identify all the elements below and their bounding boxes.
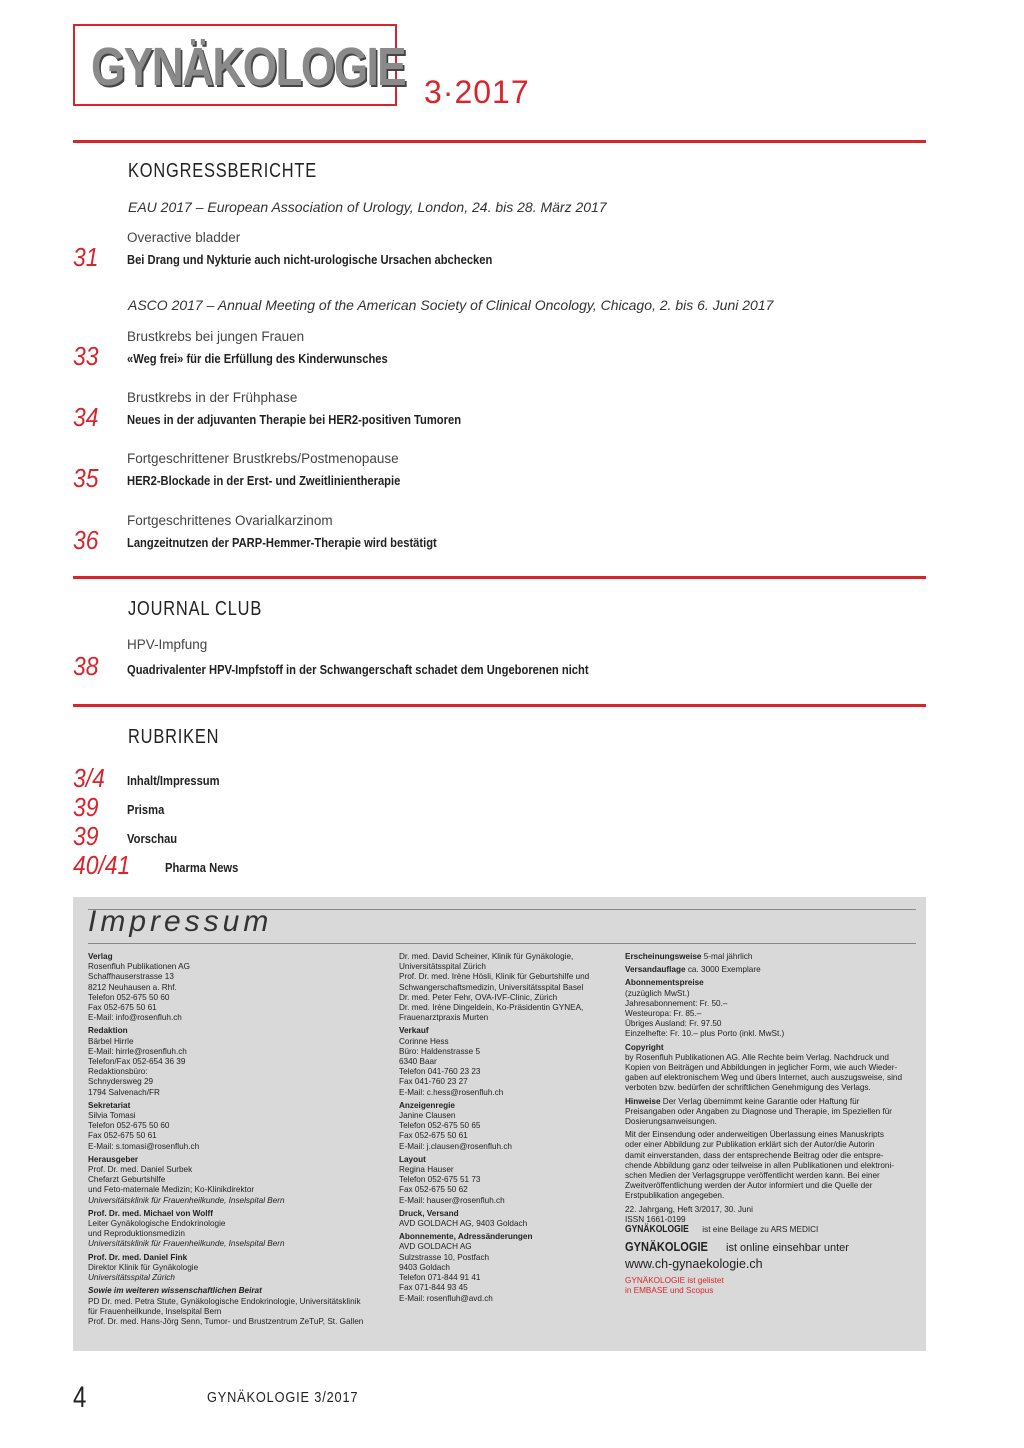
impressum-line: AVD GOLDACH AG xyxy=(399,1242,472,1252)
impressum-heading: Verkauf xyxy=(399,1026,429,1036)
abo-line: Übriges Ausland: Fr. 97.50 xyxy=(625,1019,722,1029)
jahrgang: 22. Jahrgang, Heft 3/2017, 30. Juni xyxy=(625,1204,753,1214)
impressum-block xyxy=(399,1026,614,1097)
impressum-line[interactable]: E-Mail: s.tomasi@rosenfluh.ch xyxy=(88,1141,200,1151)
copyright-line: gaben auf elektronischem Weg und übers Internet, auch auszugsweise, sind xyxy=(625,1073,903,1083)
impressum-line[interactable]: E-Mail: rosenfluh@avd.ch xyxy=(399,1293,493,1303)
impressum-heading: Herausgeber xyxy=(88,1154,139,1164)
impressum-line: Büro: Haldenstrasse 5 xyxy=(399,1046,481,1056)
hinweise-line: Der Verlag übernimmt keine Garantie oder Haftung für xyxy=(662,1096,860,1106)
label-copyright: Copyright xyxy=(625,1042,664,1052)
impressum-block xyxy=(88,1155,388,1206)
impressum-line: Regina Hauser xyxy=(399,1165,454,1175)
impressum-heading: Redaktion xyxy=(88,1026,128,1036)
impressum-block xyxy=(88,1026,388,1097)
impressum-line: Schwangerschaftsmedizin, Universitätsspital Basel xyxy=(399,982,584,992)
entry-page: 36 xyxy=(73,525,99,555)
impressum-line: Bärbel Hirrle xyxy=(88,1036,134,1046)
issue-number: 3·2017 xyxy=(424,74,530,110)
impressum-line: Leiter Gynäkologische Endokrinologie xyxy=(88,1219,226,1229)
impressum-line: Telefon 052-675 51 73 xyxy=(399,1175,481,1185)
impressum-line[interactable]: E-Mail: info@rosenfluh.ch xyxy=(88,1013,182,1023)
value-versandauflage: ca. 3000 Exemplare xyxy=(687,965,761,975)
impressum-line[interactable]: E-Mail: hirrle@rosenfluh.ch xyxy=(88,1046,187,1056)
entry-page: 34 xyxy=(73,402,99,432)
page-number: 4 xyxy=(73,1381,87,1414)
impressum-line: Fax 052-675 50 61 xyxy=(88,1003,157,1013)
impressum-line: Telefon 041-760 23 23 xyxy=(399,1067,481,1077)
copyright-line: verboten bzw. bedürfen der schriftlichen Genehmigung des Verlags. xyxy=(625,1083,871,1093)
congress-title-asco: ASCO 2017 – Annual Meeting of the American Society of Clinical Oncology, Chicago, 2. bis 6. Juni 2017 xyxy=(128,297,774,313)
impressum-line: für Frauenheilkunde, Inselspital Bern xyxy=(88,1306,222,1316)
impressum-line: Telefon 052-675 50 60 xyxy=(88,1121,170,1131)
impressum-line: Dr. med. Irène Dingeldein, Ko-Präsidentin GYNEA, xyxy=(399,1003,584,1013)
impressum-block xyxy=(88,1101,388,1152)
impressum-line: Prof. Dr. med. Irène Hösli, Klinik für Geburtshilfe und xyxy=(399,972,590,982)
issn: ISSN 1661-0199 xyxy=(625,1214,686,1224)
section-title-kongressberichte: KONGRESSBERICHTE xyxy=(128,160,317,182)
section-rule xyxy=(73,140,926,143)
einsendung-line: Mit der Einsendung oder anderweitigen Überlassung eines Manuskripts xyxy=(625,1130,884,1140)
impressum-line: Frauenarztpraxis Murten xyxy=(399,1013,489,1023)
impressum-line: 9403 Goldach xyxy=(399,1262,450,1272)
entry-page: 40/41 xyxy=(73,850,131,880)
impressum-block xyxy=(399,1209,614,1229)
impressum-line: Prof. Dr. med. Hans-Jörg Senn, Tumor- und Brustzentrum ZeTuP, St. Gallen xyxy=(88,1316,364,1326)
entry-page: 3/4 xyxy=(73,763,105,793)
impressum-title-rule xyxy=(88,943,916,944)
einsendung-line: Erstpublikation angegeben. xyxy=(625,1191,725,1201)
impressum-line[interactable]: E-Mail: c.hess@rosenfluh.ch xyxy=(399,1087,504,1097)
label-hinweise: Hinweise xyxy=(625,1096,661,1106)
impressum-heading: Prof. Dr. med. Daniel Fink xyxy=(88,1252,188,1262)
entry-topic: HPV-Impfung xyxy=(127,637,208,652)
impressum-heading: Anzeigenregie xyxy=(399,1100,455,1110)
section-title-rubriken: RUBRIKEN xyxy=(128,726,220,748)
impressum-line: Telefon 052-675 50 60 xyxy=(88,992,170,1002)
impressum-line: Prof. Dr. med. Daniel Surbek xyxy=(88,1165,193,1175)
impressum-block xyxy=(88,952,388,1023)
online-text: ist online einsehbar unter xyxy=(726,1242,849,1255)
entry-title[interactable]: Prisma xyxy=(127,802,165,817)
entry-page: 38 xyxy=(73,651,99,681)
section-rule xyxy=(73,576,926,579)
running-footer: GYNÄKOLOGIE 3/2017 xyxy=(207,1389,359,1406)
brand-name: GYNÄKOLOGIE xyxy=(625,1239,708,1255)
impressum-column-3 xyxy=(625,952,920,1297)
entry-page: 39 xyxy=(73,821,99,851)
impressum-block xyxy=(88,1209,388,1250)
impressum-line: Universitätsspital Zürich xyxy=(88,1273,175,1283)
impressum-line: Telefon/Fax 052-654 36 39 xyxy=(88,1057,186,1067)
entry-topic: Fortgeschrittenes Ovarialkarzinom xyxy=(127,513,333,528)
impressum-line: Telefon 052-675 50 65 xyxy=(399,1121,481,1131)
entry-topic: Overactive bladder xyxy=(127,230,241,245)
impressum-line[interactable]: E-Mail: hauser@rosenfluh.ch xyxy=(399,1195,505,1205)
impressum-column-2 xyxy=(399,952,614,1307)
hinweise-line: Preisangaben oder Angaben zu Diagnose und Therapie, im Speziellen für xyxy=(625,1106,893,1116)
impressum-block xyxy=(88,1286,388,1327)
entry-page: 33 xyxy=(73,341,99,371)
indexing-line: GYNÄKOLOGIE ist gelistet xyxy=(625,1276,724,1286)
abo-line: Einzelhefte: Fr. 10.– plus Porto (inkl. MwSt.) xyxy=(625,1029,785,1039)
impressum-title: Impressum xyxy=(88,905,273,938)
entry-title[interactable]: Pharma News xyxy=(165,860,239,875)
entry-title[interactable]: Langzeitnutzen der PARP-Hemmer-Therapie wird bestätigt xyxy=(127,535,437,550)
impressum-line: und Reproduktionsmedizin xyxy=(88,1229,185,1239)
impressum-line: Schnydersweg 29 xyxy=(88,1077,154,1087)
hinweise-line: Dosierungsanweisungen. xyxy=(625,1117,717,1127)
impressum-block xyxy=(399,1101,614,1152)
impressum-line: Fax 052-675 50 61 xyxy=(88,1131,157,1141)
entry-page: 39 xyxy=(73,792,99,822)
entry-title[interactable]: Vorschau xyxy=(127,831,178,846)
impressum-line: Universitätsspital Zürich xyxy=(399,962,486,972)
copyright-line: by Rosenfluh Publikationen AG. Alle Rechte beim Verlag. Nachdruck und xyxy=(625,1052,889,1062)
section-title-journal-club: JOURNAL CLUB xyxy=(128,598,263,620)
impressum-line: Fax 071-844 93 45 xyxy=(399,1283,468,1293)
impressum-heading: Sowie im weiteren wissenschaftlichen Beirat xyxy=(88,1286,262,1296)
impressum-line: Janine Clausen xyxy=(399,1111,456,1121)
impressum-block xyxy=(399,1232,614,1303)
website-link[interactable]: www.ch-gynaekologie.ch xyxy=(625,1257,763,1272)
impressum-heading: Verlag xyxy=(88,952,113,961)
entry-topic: Brustkrebs bei jungen Frauen xyxy=(127,329,305,344)
impressum-line: Fax 052-675 50 62 xyxy=(399,1185,468,1195)
abo-line: Jahresabonnement: Fr. 50.– xyxy=(625,998,728,1008)
impressum-column-1 xyxy=(88,952,388,1330)
abo-line: Westeuropa: Fr. 85.– xyxy=(625,1009,702,1019)
impressum-heading: Sekretariat xyxy=(88,1100,131,1110)
brand-name: GYNÄKOLOGIE xyxy=(625,1224,689,1236)
impressum-block xyxy=(88,1253,388,1284)
impressum-heading: Abonnemente, Adressänderungen xyxy=(399,1232,533,1242)
entry-title[interactable]: Bei Drang und Nykturie auch nicht-urologische Ursachen abchecken xyxy=(127,252,493,267)
impressum-line: Schaffhauserstrasse 13 xyxy=(88,972,174,982)
logo-text: GYNÄKOLOGIE xyxy=(91,37,406,97)
impressum-line: Fax 041-760 23 27 xyxy=(399,1077,468,1087)
impressum-line: Dr. med. Peter Fehr, OVA-IVF-Clinic, Zürich xyxy=(399,992,558,1002)
impressum-line: Universitätsklinik für Frauenheilkunde, Inselspital Bern xyxy=(88,1195,285,1205)
impressum-line: Rosenfluh Publikationen AG xyxy=(88,962,190,972)
impressum-line: Silvia Tomasi xyxy=(88,1111,136,1121)
entry-title[interactable]: Neues in der adjuvanten Therapie bei HER2-positiven Tumoren xyxy=(127,412,462,427)
indexing-line: in EMBASE und Scopus xyxy=(625,1286,714,1296)
entry-page: 31 xyxy=(73,242,99,272)
impressum-line: Corinne Hess xyxy=(399,1036,449,1046)
impressum-line: und Feto-maternale Medizin; Ko-Klinikdirektor xyxy=(88,1185,255,1195)
impressum-line: AVD GOLDACH AG, 9403 Goldach xyxy=(399,1219,528,1229)
entry-topic: Fortgeschrittener Brustkrebs/Postmenopause xyxy=(127,451,399,466)
impressum-line[interactable]: E-Mail: j.clausen@rosenfluh.ch xyxy=(399,1141,512,1151)
impressum-line: 6340 Baar xyxy=(399,1057,437,1067)
impressum-line: Redaktionsbüro: xyxy=(88,1067,148,1077)
entry-title[interactable]: Quadrivalenter HPV-Impfstoff in der Schwangerschaft schadet dem Ungeborenen nicht xyxy=(127,662,589,677)
impressum-line: Direktor Klinik für Gynäkologie xyxy=(88,1262,199,1272)
einsendung-line: Zweitveröffentlichung werden der Autor informiert und die Quelle der xyxy=(625,1181,873,1191)
label-abonnementspreise: Abonnementspreise xyxy=(625,978,704,988)
einsendung-line: damit einverstanden, dass der entsprechende Beitrag oder die entspre- xyxy=(625,1150,884,1160)
entry-topic: Brustkrebs in der Frühphase xyxy=(127,390,298,405)
impressum-line: Sulzstrasse 10, Postfach xyxy=(399,1252,490,1262)
impressum-heading: Druck, Versand xyxy=(399,1208,459,1218)
label-versandauflage: Versandauflage xyxy=(625,965,686,975)
entry-title[interactable]: «Weg frei» für die Erfüllung des Kinderwunsches xyxy=(127,351,388,366)
congress-title-eau: EAU 2017 – European Association of Urology, London, 24. bis 28. März 2017 xyxy=(128,199,607,215)
impressum-line: 8212 Neuhausen a. Rhf. xyxy=(88,982,177,992)
einsendung-line: schen Medien der Verlagsgruppe veröffentlicht werden kann. Bei einer xyxy=(625,1171,880,1181)
impressum-line: PD Dr. med. Petra Stute, Gynäkologische Endokrinologie, Universitätsklinik xyxy=(88,1296,361,1306)
impressum-block xyxy=(399,952,614,1023)
value-erscheinungsweise: 5-mal jährlich xyxy=(703,952,753,961)
journal-logo xyxy=(73,24,406,106)
entry-title[interactable]: Inhalt/Impressum xyxy=(127,773,220,788)
abo-line: (zuzüglich MwSt.) xyxy=(625,988,690,998)
einsendung-line: oder einer Abbildung zur Publikation erklärt sich der Autor/die Autorin xyxy=(625,1140,875,1150)
impressum-line: Telefon 071-844 91 41 xyxy=(399,1273,481,1283)
impressum-line: 1794 Salvenach/FR xyxy=(88,1087,160,1097)
impressum-block xyxy=(399,1155,614,1206)
label-erscheinungsweise: Erscheinungsweise xyxy=(625,952,702,961)
section-rule xyxy=(73,704,926,707)
copyright-line: Kopien von Beiträgen und Abbildungen in jeglicher Form, wie auch Wieder- xyxy=(625,1063,898,1073)
impressum-heading: Layout xyxy=(399,1154,426,1164)
beilage-text: ist eine Beilage zu ARS MEDICI xyxy=(702,1225,819,1235)
entry-page: 35 xyxy=(73,463,99,493)
einsendung-line: chende Abbildung ganz oder teilweise in allen Publikationen und elektroni- xyxy=(625,1160,895,1170)
impressum-line: Universitätsklinik für Frauenheilkunde, Inselspital Bern xyxy=(88,1239,285,1249)
impressum-heading: Prof. Dr. med. Michael von Wolff xyxy=(88,1208,213,1218)
entry-title[interactable]: HER2-Blockade in der Erst- und Zweitlinientherapie xyxy=(127,473,401,488)
impressum-line: Fax 052-675 50 61 xyxy=(399,1131,468,1141)
impressum-line: Chefarzt Geburtshilfe xyxy=(88,1175,166,1185)
impressum-line: Dr. med. David Scheiner, Klinik für Gynäkologie, xyxy=(399,952,574,961)
